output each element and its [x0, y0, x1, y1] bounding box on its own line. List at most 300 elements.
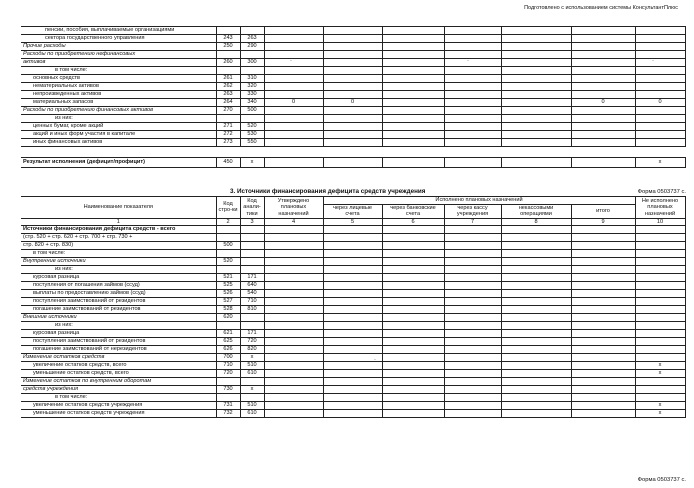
row-col-8	[501, 370, 571, 378]
row-col-9	[571, 258, 635, 266]
row-col-5	[323, 67, 382, 75]
row-col-9	[571, 362, 635, 370]
section-title: 3. Источники финансирования дефицита средств учреждения	[230, 188, 426, 195]
row-code	[216, 226, 240, 234]
row-col-7	[444, 35, 501, 43]
row-col-8	[501, 282, 571, 290]
row-kosgu: 510	[240, 402, 264, 410]
row-col-5	[323, 43, 382, 51]
row-col-10	[635, 306, 685, 314]
row-label: в том числе:	[21, 67, 216, 75]
row-col-6	[382, 91, 444, 99]
row-col-5	[323, 306, 382, 314]
row-col-4	[264, 75, 323, 83]
table-row	[21, 123, 685, 131]
row-label: Прочие расходы	[21, 43, 216, 51]
row-kosgu: 640	[240, 282, 264, 290]
row-col-10	[635, 290, 685, 298]
result-code: 450	[216, 158, 240, 168]
row-label: (стр. 520 + стр. 620 + стр. 700 + стр. 730 +	[21, 234, 216, 242]
table-row	[21, 35, 685, 43]
row-col-6	[382, 99, 444, 107]
row-col-5: 0	[323, 99, 382, 107]
row-code: 243	[216, 35, 240, 43]
row-col-8	[501, 67, 571, 75]
row-col-10	[635, 378, 685, 386]
row-kosgu: 340	[240, 99, 264, 107]
row-col-4	[264, 362, 323, 370]
row-col-7	[444, 99, 501, 107]
row-col-10	[635, 75, 685, 83]
column-number-row	[21, 218, 685, 226]
row-col-9	[571, 266, 635, 274]
row-col-6	[382, 115, 444, 123]
row-col-5	[323, 314, 382, 322]
result-label: Результат исполнения (дефицит/профицит)	[21, 158, 216, 168]
row-label: средств учреждения	[21, 386, 216, 394]
table-row	[21, 43, 685, 51]
row-kosgu: 720	[240, 338, 264, 346]
result-col-5	[323, 158, 382, 168]
row-col-5	[323, 338, 382, 346]
row-col-5	[323, 51, 382, 59]
row-col-4	[264, 35, 323, 43]
spacer-cell	[635, 147, 685, 158]
row-code: 710	[216, 362, 240, 370]
row-col-9	[571, 338, 635, 346]
row-col-8	[501, 290, 571, 298]
row-col-5	[323, 83, 382, 91]
row-col-7	[444, 83, 501, 91]
row-col-6	[382, 338, 444, 346]
table-row	[21, 226, 685, 234]
row-code: 730	[216, 386, 240, 394]
row-col-10: x	[635, 362, 685, 370]
row-col-10	[635, 322, 685, 330]
row-col-4	[264, 83, 323, 91]
row-label: поступления заимствований от резидентов	[21, 298, 216, 306]
row-col-7	[444, 266, 501, 274]
row-col-7	[444, 51, 501, 59]
row-code: 250	[216, 43, 240, 51]
row-col-7	[444, 282, 501, 290]
row-col-10	[635, 115, 685, 123]
row-code: 625	[216, 338, 240, 346]
row-code: 528	[216, 306, 240, 314]
row-col-8	[501, 107, 571, 115]
row-col-9	[571, 330, 635, 338]
row-label: сектора государственного управления	[21, 35, 216, 43]
row-col-10	[635, 250, 685, 258]
row-col-7	[444, 386, 501, 394]
row-col-4	[264, 298, 323, 306]
table-row	[21, 298, 685, 306]
row-col-7	[444, 346, 501, 354]
row-col-7	[444, 330, 501, 338]
row-col-10	[635, 35, 685, 43]
row-col-4	[264, 91, 323, 99]
row-col-7	[444, 226, 501, 234]
row-col-7	[444, 234, 501, 242]
row-col-8	[501, 354, 571, 362]
row-label: Изменение остатков по внутренним оборотам	[21, 378, 216, 386]
row-col-5	[323, 386, 382, 394]
row-col-7	[444, 115, 501, 123]
row-col-8	[501, 378, 571, 386]
row-code: 527	[216, 298, 240, 306]
row-label: иных финансовых активов	[21, 139, 216, 147]
col-personal-header: через лицевые счета	[323, 204, 382, 218]
table-row	[21, 242, 685, 250]
spacer-row	[21, 147, 685, 158]
row-col-6	[382, 67, 444, 75]
table-row	[21, 27, 685, 35]
row-col-4	[264, 370, 323, 378]
row-col-6	[382, 410, 444, 418]
row-col-5	[323, 27, 382, 35]
row-code: 273	[216, 139, 240, 147]
row-col-5	[323, 266, 382, 274]
row-code	[216, 266, 240, 274]
table-row	[21, 59, 685, 67]
col-noncash-header: некассовыми операциями	[501, 204, 571, 218]
row-label: погашение заимствований от резидентов	[21, 306, 216, 314]
row-col-7	[444, 274, 501, 282]
col-executed-header: Исполнено плановых назначений	[323, 197, 635, 205]
table-row	[21, 306, 685, 314]
row-label: акций и иных форм участия в капитале	[21, 131, 216, 139]
row-col-5	[323, 282, 382, 290]
row-col-6	[382, 43, 444, 51]
row-label: Расходы по приобретению нефинансовых	[21, 51, 216, 59]
row-label: Источники финансирования дефицита средств - всего	[21, 226, 216, 234]
result-col-10: x	[635, 158, 685, 168]
row-col-7	[444, 378, 501, 386]
column-number: 2	[216, 218, 240, 226]
row-col-5	[323, 91, 382, 99]
row-code	[216, 378, 240, 386]
row-col-8	[501, 362, 571, 370]
row-col-6	[382, 131, 444, 139]
row-kosgu	[240, 322, 264, 330]
row-col-5	[323, 258, 382, 266]
row-col-7	[444, 59, 501, 67]
row-col-10	[635, 330, 685, 338]
column-number: 4	[264, 218, 323, 226]
row-col-10	[635, 266, 685, 274]
row-col-7	[444, 306, 501, 314]
row-col-6	[382, 362, 444, 370]
row-label: из них:	[21, 115, 216, 123]
row-col-10	[635, 139, 685, 147]
row-col-6	[382, 274, 444, 282]
row-col-9	[571, 115, 635, 123]
row-code: 263	[216, 91, 240, 99]
table-row	[21, 362, 685, 370]
row-col-4	[264, 242, 323, 250]
row-col-4	[264, 402, 323, 410]
row-col-9	[571, 67, 635, 75]
table-row	[21, 338, 685, 346]
row-col-9	[571, 410, 635, 418]
row-col-5	[323, 123, 382, 131]
row-col-4	[264, 410, 323, 418]
row-col-6	[382, 266, 444, 274]
row-col-4	[264, 386, 323, 394]
row-code: 526	[216, 290, 240, 298]
scan-speck: ·	[374, 357, 376, 363]
row-col-7	[444, 107, 501, 115]
row-col-7	[444, 338, 501, 346]
result-col-7	[444, 158, 501, 168]
row-col-4	[264, 139, 323, 147]
row-col-4	[264, 354, 323, 362]
table-row	[21, 402, 685, 410]
table-row	[21, 234, 685, 242]
table-row	[21, 274, 685, 282]
row-col-8	[501, 266, 571, 274]
row-col-5	[323, 75, 382, 83]
result-col-4	[264, 158, 323, 168]
row-col-8	[501, 51, 571, 59]
row-code	[216, 51, 240, 59]
row-col-8	[501, 402, 571, 410]
row-col-10: 0	[635, 99, 685, 107]
row-kosgu: 500	[240, 107, 264, 115]
row-col-8	[501, 139, 571, 147]
row-col-5	[323, 35, 382, 43]
row-col-6	[382, 322, 444, 330]
row-col-4: 0	[264, 99, 323, 107]
row-label: поступления заимствований от резидентов	[21, 338, 216, 346]
row-col-7	[444, 402, 501, 410]
row-label: Изменение остатков средств	[21, 354, 216, 362]
table-row	[21, 330, 685, 338]
row-col-9	[571, 354, 635, 362]
row-kosgu: 263	[240, 35, 264, 43]
table-row	[21, 115, 685, 123]
row-kosgu	[240, 258, 264, 266]
row-kosgu: 330	[240, 91, 264, 99]
row-kosgu	[240, 226, 264, 234]
row-label: стр. 820 + стр. 830)	[21, 242, 216, 250]
row-code: 260	[216, 59, 240, 67]
row-col-8	[501, 322, 571, 330]
row-kosgu: x	[240, 386, 264, 394]
spacer-cell	[323, 147, 382, 158]
col-total-header: итого	[571, 204, 635, 218]
col-approved-header: Утверждено плановых назначений	[264, 197, 323, 219]
row-col-6	[382, 35, 444, 43]
row-code: 525	[216, 282, 240, 290]
row-col-5	[323, 250, 382, 258]
table-row	[21, 51, 685, 59]
row-col-4	[264, 43, 323, 51]
table-row	[21, 314, 685, 322]
row-label: материальных запасов	[21, 99, 216, 107]
table-row	[21, 354, 685, 362]
row-kosgu: 171	[240, 274, 264, 282]
col-cash-header: через кассу учреждения	[444, 204, 501, 218]
row-col-7	[444, 362, 501, 370]
row-col-5	[323, 139, 382, 147]
row-col-9	[571, 322, 635, 330]
col-kosgu-header: Код анали-тики	[240, 197, 264, 219]
row-col-4	[264, 115, 323, 123]
table-row	[21, 131, 685, 139]
row-label: выплаты по предоставлению займов (ссуд)	[21, 290, 216, 298]
row-col-8	[501, 338, 571, 346]
row-col-10	[635, 43, 685, 51]
row-code: 626	[216, 346, 240, 354]
row-col-10	[635, 282, 685, 290]
row-col-7	[444, 131, 501, 139]
row-code: 262	[216, 83, 240, 91]
row-col-9	[571, 51, 635, 59]
row-kosgu	[240, 115, 264, 123]
row-col-10	[635, 131, 685, 139]
row-col-10	[635, 338, 685, 346]
row-col-5	[323, 410, 382, 418]
row-col-9	[571, 59, 635, 67]
row-col-10	[635, 242, 685, 250]
row-col-5	[323, 378, 382, 386]
row-col-8	[501, 298, 571, 306]
row-kosgu	[240, 234, 264, 242]
row-kosgu: 530	[240, 131, 264, 139]
row-col-9	[571, 43, 635, 51]
row-kosgu	[240, 250, 264, 258]
row-label: Внешние источники	[21, 314, 216, 322]
row-col-5	[323, 59, 382, 67]
row-kosgu	[240, 314, 264, 322]
row-kosgu	[240, 378, 264, 386]
row-code: 520	[216, 258, 240, 266]
row-col-4	[264, 306, 323, 314]
row-kosgu	[240, 27, 264, 35]
row-col-6	[382, 314, 444, 322]
row-code: 270	[216, 107, 240, 115]
row-col-4	[264, 378, 323, 386]
row-code: 264	[216, 99, 240, 107]
row-label: из них:	[21, 266, 216, 274]
spacer-cell	[382, 147, 444, 158]
row-col-10	[635, 354, 685, 362]
row-label: поступления от погашения займов (ссуд)	[21, 282, 216, 290]
row-col-8	[501, 59, 571, 67]
row-col-5	[323, 107, 382, 115]
row-col-7	[444, 250, 501, 258]
row-col-4	[264, 346, 323, 354]
row-col-9	[571, 282, 635, 290]
row-kosgu: 710	[240, 298, 264, 306]
row-col-5	[323, 290, 382, 298]
row-col-6	[382, 402, 444, 410]
row-kosgu: 610	[240, 370, 264, 378]
spacer-cell	[571, 147, 635, 158]
column-number: 10	[635, 218, 685, 226]
row-col-9	[571, 346, 635, 354]
row-col-6	[382, 290, 444, 298]
row-col-4	[264, 394, 323, 402]
row-label: в том числе:	[21, 394, 216, 402]
col-name-header: Наименование показателя	[21, 197, 216, 219]
row-col-8	[501, 115, 571, 123]
row-col-7	[444, 67, 501, 75]
spacer-cell	[444, 147, 501, 158]
row-col-8	[501, 258, 571, 266]
row-col-10	[635, 234, 685, 242]
row-col-8	[501, 99, 571, 107]
row-col-5	[323, 402, 382, 410]
row-label: увеличение остатков средств учреждения	[21, 402, 216, 410]
row-col-5	[323, 131, 382, 139]
row-code	[216, 234, 240, 242]
table-row	[21, 410, 685, 418]
row-col-5	[323, 234, 382, 242]
row-col-10	[635, 83, 685, 91]
row-col-5	[323, 330, 382, 338]
row-col-6	[382, 51, 444, 59]
row-label: непроизведенных активов	[21, 91, 216, 99]
row-col-7	[444, 354, 501, 362]
row-col-6	[382, 346, 444, 354]
row-col-7	[444, 139, 501, 147]
row-col-10	[635, 346, 685, 354]
column-number: 9	[571, 218, 635, 226]
row-label: ценных бумаг, кроме акций	[21, 123, 216, 131]
table-row	[21, 378, 685, 386]
row-kosgu: 310	[240, 75, 264, 83]
row-col-10	[635, 274, 685, 282]
row-col-4	[264, 330, 323, 338]
row-col-4	[264, 338, 323, 346]
table-row	[21, 386, 685, 394]
column-number: 1	[21, 218, 216, 226]
row-col-8	[501, 226, 571, 234]
row-label: уменьшение остатков средств учреждения	[21, 410, 216, 418]
row-col-8	[501, 234, 571, 242]
result-col-9	[571, 158, 635, 168]
row-col-9	[571, 123, 635, 131]
row-col-7	[444, 258, 501, 266]
row-col-6	[382, 330, 444, 338]
table-row	[21, 139, 685, 147]
row-col-8	[501, 410, 571, 418]
row-col-8	[501, 83, 571, 91]
row-label: пенсии, пособия, выплачиваемые организациями	[21, 27, 216, 35]
row-col-10	[635, 226, 685, 234]
table-row	[21, 67, 685, 75]
row-label: уменьшение остатков средств, всего	[21, 370, 216, 378]
table-row	[21, 282, 685, 290]
row-col-4	[264, 290, 323, 298]
spacer-cell	[264, 147, 323, 158]
row-col-4	[264, 59, 323, 67]
row-code	[216, 67, 240, 75]
spacer-cell	[21, 147, 216, 158]
row-col-9	[571, 139, 635, 147]
row-col-10	[635, 67, 685, 75]
result-col-6	[382, 158, 444, 168]
row-col-8	[501, 242, 571, 250]
row-col-9	[571, 290, 635, 298]
row-col-7	[444, 410, 501, 418]
table-row	[21, 75, 685, 83]
row-col-9	[571, 402, 635, 410]
row-kosgu: 520	[240, 123, 264, 131]
row-col-7	[444, 43, 501, 51]
